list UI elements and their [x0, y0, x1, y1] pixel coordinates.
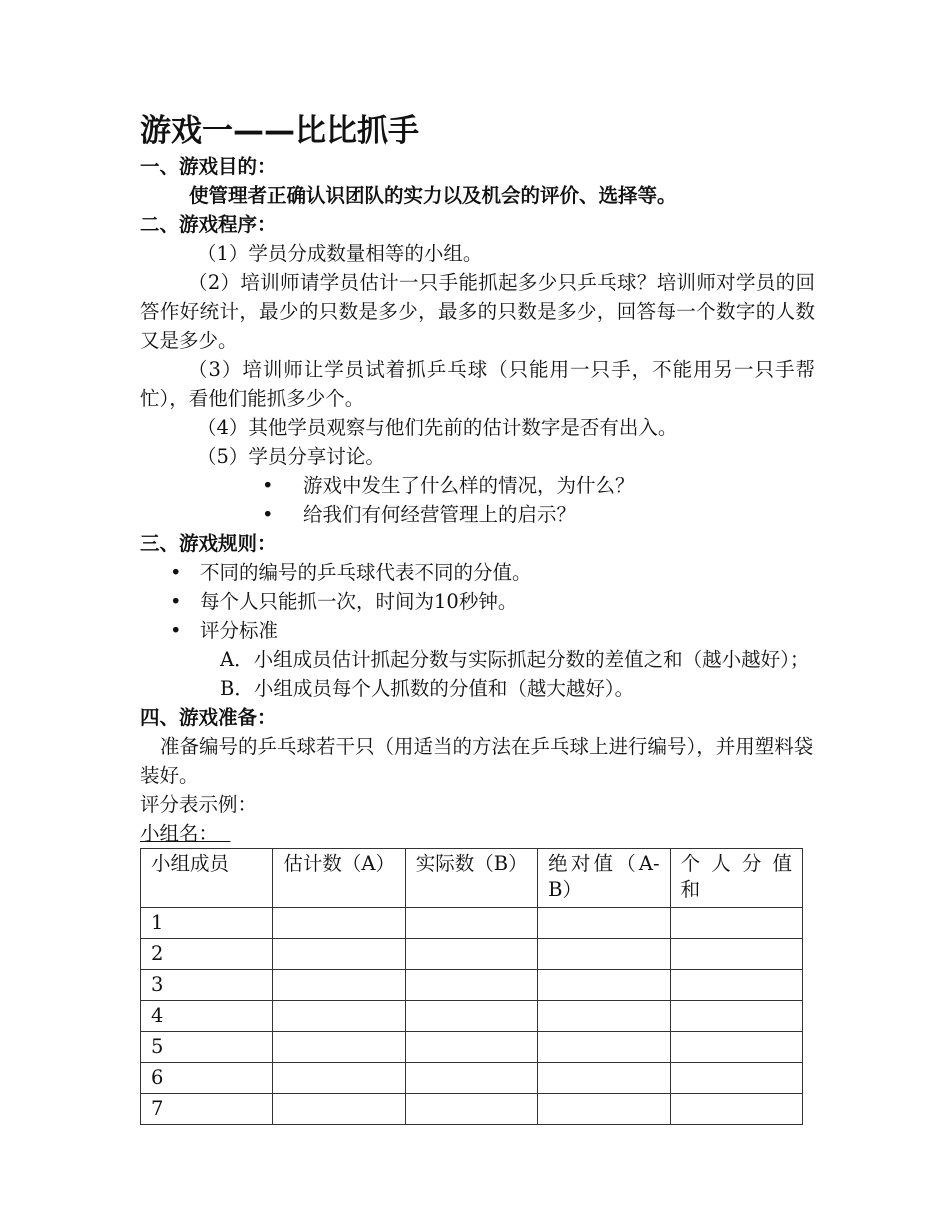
table-cell[interactable]: [405, 908, 537, 939]
table-cell[interactable]: [538, 908, 670, 939]
table-cell[interactable]: [670, 1001, 802, 1032]
procedure-bullet-2: [140, 500, 815, 529]
table-cell[interactable]: [538, 970, 670, 1001]
table-row: [141, 1001, 803, 1032]
rules-heading: 三、游戏规则：: [140, 532, 277, 555]
table-header-row: [141, 849, 803, 908]
member-cell: 2: [141, 939, 273, 970]
member-cell: 7: [141, 1094, 273, 1125]
table-cell[interactable]: [273, 908, 405, 939]
table-row: [141, 939, 803, 970]
rules-bullet-text: 不同的编号的乒乓球代表不同的分值。: [200, 561, 532, 584]
table-cell[interactable]: [273, 1032, 405, 1063]
table-row: [141, 1032, 803, 1063]
rules-criterion-b: B．小组成员每个人抓数的分值和（越大越好）。: [220, 677, 635, 700]
procedure-step-3: （3）培训师让学员试着抓乒乓球（只能用一只手，不能用另一只手帮忙），看他们能抓多少个。: [140, 358, 815, 410]
procedure-bullet-text: 游戏中发生了什么样的情况，为什么？: [303, 474, 635, 497]
procedure-step-2: （2）培训师请学员估计一只手能抓起多少只乒乓球？培训师对学员的回答作好统计，最少的只数是多少，最多的只数是多少，回答每一个数字的人数又是多少。: [140, 271, 815, 352]
table-cell[interactable]: [670, 1063, 802, 1094]
table-cell[interactable]: [538, 1032, 670, 1063]
table-cell[interactable]: [273, 970, 405, 1001]
table-cell[interactable]: [405, 1063, 537, 1094]
bullet-icon: •: [170, 619, 182, 642]
score-table: [140, 848, 803, 1125]
bullet-icon: •: [262, 474, 274, 497]
member-cell: 5: [141, 1032, 273, 1063]
header-member: 小组成员: [141, 849, 273, 908]
table-cell[interactable]: [538, 1063, 670, 1094]
table-cell[interactable]: [273, 1001, 405, 1032]
member-cell: 6: [141, 1063, 273, 1094]
procedure-step-1: （1）学员分成数量相等的小组。: [197, 242, 483, 265]
member-cell: 4: [141, 1001, 273, 1032]
rules-bullet-2: [140, 587, 815, 616]
bullet-icon: •: [170, 561, 182, 584]
table-cell[interactable]: [405, 939, 537, 970]
group-name-text: 小组名：: [140, 822, 219, 845]
table-row: [141, 970, 803, 1001]
bullet-icon: •: [170, 590, 182, 613]
header-absolute: 绝对值（A-B）: [538, 849, 670, 908]
header-personal-score: 个 人 分 值和: [670, 849, 802, 908]
table-cell[interactable]: [405, 970, 537, 1001]
procedure-step-5: （5）学员分享讨论。: [197, 445, 385, 468]
table-cell[interactable]: [538, 939, 670, 970]
table-cell[interactable]: [273, 1094, 405, 1125]
table-cell[interactable]: [538, 1094, 670, 1125]
header-estimate: 估计数（A）: [273, 849, 405, 908]
prep-text: 准备编号的乒乓球若干只（用适当的方法在乒乓球上进行编号），并用塑料袋装好。: [140, 735, 814, 787]
bullet-icon: •: [262, 503, 274, 526]
header-actual: 实际数（B）: [405, 849, 537, 908]
table-row: [141, 1094, 803, 1125]
table-cell[interactable]: [273, 939, 405, 970]
table-cell[interactable]: [670, 1032, 802, 1063]
table-cell[interactable]: [405, 1032, 537, 1063]
table-cell[interactable]: [538, 1001, 670, 1032]
table-cell[interactable]: [405, 1094, 537, 1125]
procedure-step-4: （4）其他学员观察与他们先前的估计数字是否有出入。: [197, 416, 678, 439]
table-cell[interactable]: [670, 908, 802, 939]
procedure-bullet-text: 给我们有何经营管理上的启示？: [303, 503, 577, 526]
purpose-text: 使管理者正确认识团队的实力以及机会的评价、选择等。: [189, 184, 677, 207]
rules-bullet-text: 每个人只能抓一次，时间为10秒钟。: [200, 590, 518, 613]
table-cell[interactable]: [670, 970, 802, 1001]
table-row: [141, 1063, 803, 1094]
table-cell[interactable]: [405, 1001, 537, 1032]
procedure-bullet-1: [140, 471, 815, 500]
rules-bullet-text: 评分标准: [200, 619, 279, 642]
member-cell: 1: [141, 908, 273, 939]
table-row: [141, 908, 803, 939]
table-cell[interactable]: [670, 939, 802, 970]
table-cell[interactable]: [670, 1094, 802, 1125]
rules-criterion-a: A．小组成员估计抓起分数与实际抓起分数的差值之和（越小越好）；: [220, 648, 810, 671]
table-cell[interactable]: [273, 1063, 405, 1094]
procedure-heading: 二、游戏程序：: [140, 213, 277, 236]
member-cell: 3: [141, 970, 273, 1001]
document-content: [140, 110, 815, 1125]
example-label: 评分表示例：: [140, 793, 258, 816]
rules-bullet-1: [140, 558, 815, 587]
group-name-label: [140, 819, 815, 848]
document-title: 游戏一——比比抓手: [140, 113, 419, 149]
rules-bullet-3: [140, 616, 815, 645]
prep-heading: 四、游戏准备：: [140, 706, 277, 729]
purpose-heading: 一、游戏目的：: [140, 155, 277, 178]
